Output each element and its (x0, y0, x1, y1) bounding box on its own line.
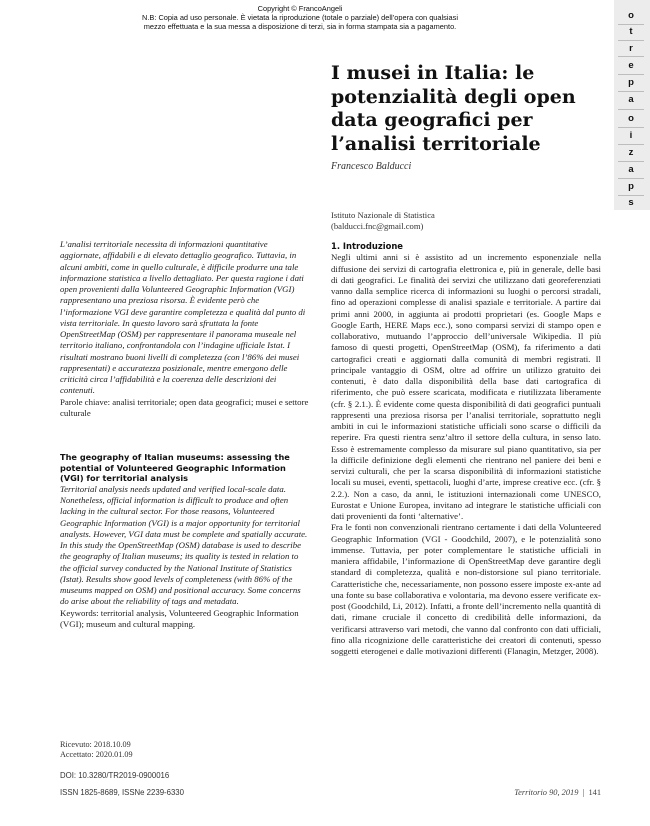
strip-divider (618, 109, 644, 110)
received-date: Ricevuto: 2018.10.09 (60, 740, 131, 749)
submission-dates (60, 740, 133, 759)
strip-divider (618, 91, 644, 92)
copyright-line-1: Copyright © FrancoAngeli (257, 4, 343, 13)
strip-letter: s (628, 197, 634, 208)
strip-letter: r (629, 43, 633, 54)
author-name: Francesco Balducci (331, 161, 412, 172)
article-title: I musei in Italia: le potenzialità degli open data geografici per l’analisi territoriale (331, 62, 576, 155)
strip-divider (618, 74, 644, 75)
page-number: 141 (588, 788, 601, 797)
journal-name: Territorio (514, 788, 547, 797)
strip-divider (618, 24, 644, 25)
footer-separator: | (582, 788, 585, 797)
strip-letter: z (628, 147, 634, 158)
body-paragraph-2: Fra le fonti non convenzionali rientrano certamente i dati della Volunteered Geographic Information (VGI - Goodchild, 2007), e le potenzialità sono immense. Tuttavia, per poter complementare le statistiche ufficiali in maniera affidabile, l’informazione di OpenStreetMap deve garantire degli standard di completezza, qualità e non-distorsione sul piano territoriale. Caratteristiche che, necessariamente, non possono essere imposte ex-ante ad una fonte su base collaborativa e volontaria, ma devono essere verificate ex-post (Goodchild, Li, 2012). Infatti, a fronte dell’incremento nella quantità di dati, rimane cruciale il concetto di credibilità delle informazioni, da verificarsi attraverso vari metodi, che vanno dal confronto con dati ufficiali, fino alla ricognizione delle caratteristiche dei creatori di contenuti, spesso soggetti eterogenei e dalle motivazioni differenti (Flanagin, Metzger, 2008). (331, 522, 601, 656)
strip-divider (618, 178, 644, 179)
strip-letter: a (628, 164, 634, 175)
keywords-italian: Parole chiave: analisi territoriale; open data geografici; musei e settore culturale (60, 396, 309, 418)
abstract-english (60, 452, 310, 630)
keywords-english: Keywords: territorial analysis, Volunteered Geographic Information (VGI); museum and cultural mapping. (60, 607, 299, 629)
copyright-line-3: mezzo effettuata e la sua messa a disposizione di terzi, sia in forma stampata sia a pagamento. (143, 22, 457, 32)
strip-letter: o (628, 113, 634, 124)
abstract-italian-text: L’analisi territoriale necessita di informazioni quantitative aggiornate, affidabili e di elevato dettaglio geografico. Tuttavia, in alcuni ambiti, come in quello culturale, è difficile produrre una tale informazione statistica a livello dettagliato. Per questa ragione i dati open provenienti dalla Volunteered Geographic Information (VGI) rappresentano una preziosa risorsa. È evidente però che l’informazione VGI deve garantire completezza e qualità dal punto di vista territoriale. In questo lavoro sarà sfruttata la fonte OpenStreetMap (OSM) per rappresentare il panorama museale nel territorio italiano, confrontandola con l’indagine ufficiale Istat. I risultati mostrano buoni livelli di completezza (con l’86% dei musei rappresentati) e accuratezza posizionale, mentre emergono delle criticità circa l’affidabilità e la coerenza delle descrizioni dei contenuti. (60, 239, 306, 396)
strip-letter: e (628, 60, 634, 71)
strip-divider (618, 56, 644, 57)
copyright-notice (0, 4, 600, 32)
doi: DOI: 10.3280/TR2019-0900016 (60, 771, 170, 780)
strip-divider (618, 161, 644, 162)
copyright-line-2: N.B: Copia ad uso personale. È vietata la riproduzione (totale o parziale) dell’opera con qualsiasi (142, 13, 458, 23)
strip-divider (618, 195, 644, 196)
spazio-aperto-strip (614, 0, 650, 210)
issn: ISSN 1825-8689, ISSNe 2239-6330 (60, 788, 184, 797)
author-affiliation (331, 210, 435, 231)
abstract-italian (60, 239, 310, 419)
page-footer (331, 788, 601, 797)
affiliation-institution: Istituto Nazionale di Statistica (331, 210, 435, 220)
strip-divider (618, 127, 644, 128)
body-column (331, 241, 601, 657)
strip-divider (618, 144, 644, 145)
strip-letter: a (628, 94, 634, 105)
strip-letter: p (628, 181, 634, 192)
affiliation-email: (balducci.fnc@gmail.com) (331, 220, 424, 231)
strip-letter: t (629, 26, 633, 37)
english-title: The geography of Italian museums: assessing the potential of Volunteered Geographic Information (VGI) for territorial analysis (60, 452, 290, 484)
strip-letter: o (628, 10, 634, 21)
strip-divider (618, 40, 644, 41)
body-paragraph-1: Negli ultimi anni si è assistito ad un incremento esponenziale nella diffusione dei servizi di cartografia elettronica e, più in generale, delle basi di dati geografici. Le finalità dei servizi che utilizzano dati georeferenziati vanno dalla semplice ricerca di informazioni su luoghi o percorsi stradali, fino ad operazioni complesse di analisi spaziale e territoriale. A partire dai primi anni 2000, in aggiunta ai prodotti proprietari (es. Google Maps e Google Earth, HERE Maps ecc.), sono comparsi servizi di stampo open e collaborativo, mutuando l’approccio dell’universale Wikipedia. Il più famoso di questi progetti, OpenStreetMap (OSM), fa riferimento a dati cartografici creati e aggiornati dalla comunità di membri registrati. Il principale vantaggio di OSM, oltre ad offrire un utilizzo gratuito dei contenuti, è dato dalla disponibilità della base dati cartografica di riferimento, che può essere scaricata, modificata e riutilizzata liberamente (cfr. § 2.1.). È evidente come questa disponibilità di dati geografici puntuali rappresenti una preziosa risorsa per l’analisi territoriale, soprattutto negli ambiti in cui le informazioni statistiche ufficiali sono scarse o difficili da reperire. Fra questi rientra senz’altro il settore della cultura, in senso lato. Esso è estremamente complesso da misurare sul piano quantitativo, sia per la difficile definizione degli elementi che rientrano nel paniere dei beni e servizi culturali, che per la scarsa disponibilità di informazioni statistiche locali su musei, eventi, spettacoli, luoghi d’arte, imprese creative ecc. (cfr. § 2.2.). Non a caso, da anni, le istituzioni internazionali come UNESCO, Eurostat e Unione Europea, invitano ad integrare le statistiche ufficiali con dati provenienti da fonti ‘alternative’. (331, 252, 601, 521)
abstract-english-text: Territorial analysis needs updated and verified local-scale data. Nonetheless, official information is difficult to produce and often lacking in the cultural sector. For those reasons, Volunteered Geographic Information (VGI) is a major opportunity for territorial analysts. However, VGI data must be complete and spatially accurate. In this study the OpenStreetMap (OSM) database is used to describe the geography of Italian museums; its quality is tested in relation to the official survey conducted by the National Institute of Statistics (Istat). Results show good levels of completeness (with 86% of the museums mapped on OSM) and positional accuracy. Some concerns do arise about the reliability of tags and metadata. (60, 483, 308, 607)
journal-issue: 90, 2019 (549, 788, 579, 797)
accepted-date: Accettato: 2020.01.09 (60, 749, 133, 759)
section-heading: 1. Introduzione (331, 241, 403, 251)
strip-letter: i (629, 130, 633, 141)
strip-letter: p (628, 77, 634, 88)
